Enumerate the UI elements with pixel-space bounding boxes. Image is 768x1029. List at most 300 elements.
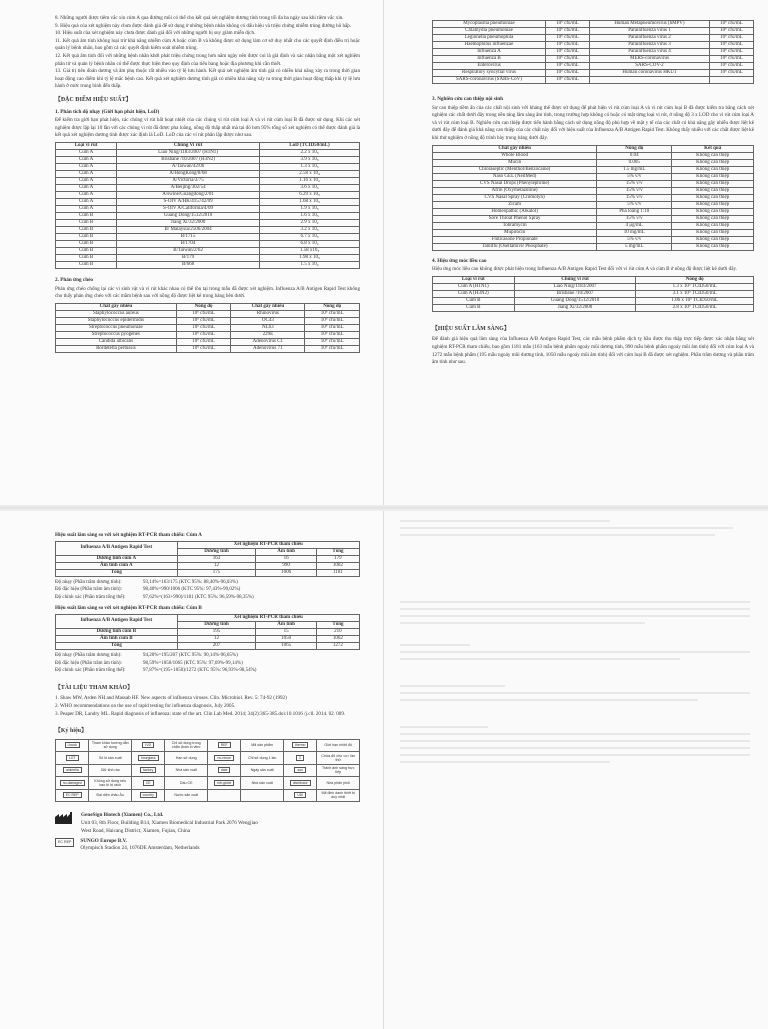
symbol-icon-cell — [283, 777, 316, 790]
table-row — [433, 56, 754, 63]
virus-type: Cúm B — [56, 254, 117, 261]
table-cell: Không can thiệp — [672, 166, 754, 173]
stat-value: 97,62%=(163+990)/1181 (KTC 95%: 96,59%-98,35%) — [143, 594, 254, 600]
bleed-through-background — [400, 515, 750, 1015]
table-cell: Tobramycin — [433, 222, 597, 229]
lod-text: Để kiểm tra giới hạn phát hiện, các chủng vi rút bất hoạt nhiệt của các chủng vi rút cúm loại A và vi rút cúm loại B đã được sử dụng. Khi các xét nghiệm được lặp lại 10 lần với các chủng vi rút đã được pha loãng, nồng độ thấp nhất mà tại đó hơn 95% tổng số xét nghiệm có thể được đánh giá là kết quả xét nghiệm dương tính được xác định là LoD. LoD của các vi rút phân lập được như sau. — [55, 117, 360, 139]
table-cell: 10⁶ cfu/mL — [176, 317, 231, 324]
eu-rep-address: Olympisch Stadion 24, 1076DE Amsterdam, Netherlands — [80, 845, 200, 852]
table-cell: 10 mg/mL — [597, 229, 672, 236]
reference-item: 1. Shaw MW, Arden NH and Massab HF. New aspects of influenza viruses. Clin. Microbiol. Rev. 5: 74-92 (1992) — [55, 695, 287, 702]
table-row — [56, 219, 360, 226]
table-header-row — [56, 541, 360, 548]
table-cell: Chloraseptic (Menthol/Benzocaine) — [433, 166, 597, 173]
symbol-icon-cell — [131, 777, 164, 790]
exponent: 3 — [317, 199, 320, 204]
table-cell: 5% v/v — [597, 173, 672, 180]
table-cell: 210 — [316, 628, 359, 635]
table-cell: 1002 — [316, 562, 359, 569]
--icon: Σ — [296, 755, 304, 761]
symbols-table — [55, 739, 360, 803]
limitation-note: 8. Những người được tiêm vắc xin cúm A qua đường mũi có thể cho kết quả xét nghiệm dương tính trong tối đa ba ngày sau khi tiêm vắc xin. — [55, 15, 344, 21]
reference-item: 3. Peaper DR, Landry ML. Rapid diagnosis of influenza: state of the art. Clin Lab Med. 2014; 34(2):365-385.doi:10.1016 /j.cll. 2014. 02. 009. — [55, 710, 346, 717]
exponent: 3 — [316, 234, 319, 239]
virus-type: Cúm B — [56, 212, 117, 219]
table-cell: CVS Nasal Drops (Phenylephrine) — [433, 180, 597, 187]
column-header: Chất gây nhiễu — [231, 303, 305, 310]
column-header: Chất gây nhiễu — [56, 303, 177, 310]
limitation-note: 12. Kết quả âm tính đối với những bệnh nhân khởi phát triệu chứng trong hơn năm ngày nên được coi là giả định và xác nhận bằng một xét nghiệm phân tử và quản lý bệnh nhân có thể được thực hiện theo quy định của tiểu bang hoặc địa phương khi cần thiết. — [55, 52, 360, 67]
table-row — [56, 555, 360, 562]
table-cell: 5% v/v — [597, 236, 672, 243]
symbols-heading: 【Ký hiệu】 — [55, 728, 87, 735]
symbol-label: Số lô sản xuất — [89, 752, 132, 765]
table-row — [433, 49, 754, 56]
stat-line — [55, 660, 360, 668]
cross-reactivity-text: Phản ứng chéo chống lại các vi sinh vật và vi rút khác nhau có thể tồn tại trong mẫu đã được xét nghiệm. Influenza A/B Antigen Rapid Test không cho thấy phản ứng chéo với các mầm bệnh sau với nồng độ được liệt kê trong bảng bên dưới. — [55, 285, 360, 300]
table-cell: OC43 — [231, 317, 305, 324]
table-row — [433, 77, 754, 84]
references-heading: 【TÀI LIỆU THAM KHẢO】 — [55, 684, 134, 691]
table-cell — [590, 77, 710, 84]
lod-table — [55, 142, 360, 269]
table-cell: 10⁶ cfu/mL — [545, 70, 589, 77]
column-header: Tổng — [316, 548, 359, 555]
table-cell: 10⁶ cfu/mL — [545, 49, 589, 56]
table-cell: Liao Ning/1183/2007 — [514, 283, 636, 290]
row-label: Dương tính cúm B — [56, 628, 178, 635]
virus-strain: B/Taiwan/2/62 — [117, 247, 260, 254]
symbol-icon-cell — [131, 752, 164, 765]
distributor-icon: distributor — [290, 780, 311, 786]
virus-strain: Brisbane /10/2007 (H3N2) — [117, 156, 260, 163]
table-cell: 15% v/v — [597, 180, 672, 187]
table-row — [56, 254, 360, 261]
table-cell: 0.04 — [597, 152, 672, 159]
column-group-header: Xét nghiệm RT-PCR tham chiếu — [177, 541, 359, 548]
lot-icon: LOT — [66, 755, 79, 761]
table-cell: Không can thiệp — [672, 173, 754, 180]
virus-strain: B/1704 — [117, 240, 260, 247]
table-row — [56, 177, 360, 184]
table-cell: 12 — [177, 635, 256, 642]
table-cell: Cúm B — [433, 297, 515, 304]
table-cell: 10⁶ cfu/mL — [709, 35, 753, 42]
table-row — [56, 261, 360, 268]
stat-line — [55, 586, 360, 594]
virus-strain: A/Beijing/302/54 — [117, 184, 260, 191]
table-cell: Staphylococcus epidermidis — [56, 317, 177, 324]
table-cell: Không can thiệp — [672, 180, 754, 187]
stat-label: Độ đặc hiệu (Phần trăm âm tính): — [55, 660, 122, 666]
ivd-icon: IVD — [142, 742, 154, 748]
symbol-icon-cell — [207, 752, 240, 765]
symbol-label: Nước sản xuất — [165, 789, 208, 802]
lod-value: 6.8 x $10^2$ — [259, 240, 359, 247]
table-cell: Streptococcus pneumoniae — [56, 324, 177, 331]
symbol-icon-cell — [131, 789, 164, 802]
i-book-icon: i-book — [65, 742, 80, 748]
table-row — [433, 70, 754, 77]
cross-reactivity-table-continued — [432, 20, 754, 84]
table-row — [433, 28, 754, 35]
symbol-label: Chỉ sử dụng trong chẩn đoán in vitro — [165, 739, 208, 752]
stat-value: 98,40%=990/1006 (KTC 95%: 97,43%-99,02%) — [143, 587, 241, 593]
table-cell: 1.3 x 10⁵ TCID50/mL — [636, 283, 754, 290]
symbol-label: Tránh ánh sáng trực tiếp — [317, 764, 360, 777]
table-cell: 10⁶ cfu/mL — [545, 63, 589, 70]
table-cell: 10⁶ cfu/mL — [176, 331, 231, 338]
table-cell: Naso GEL (NeilMed) — [433, 173, 597, 180]
table-cell: 1.06 x 10⁵ TCID50/mL — [636, 297, 754, 304]
references-list — [55, 695, 360, 718]
table-row — [433, 180, 754, 187]
table-cell: 10⁶ cfu/mL — [709, 28, 753, 35]
lod-value: 6.29 x $10^3$ — [259, 191, 359, 198]
symbol-icon-cell — [56, 764, 89, 777]
table-cell: Không can thiệp — [672, 201, 754, 208]
table-cell: Legionella pneumophila — [433, 35, 546, 42]
stat-label: Độ đặc hiệu (Phần trăm âm tính): — [55, 587, 122, 593]
symbol-row — [56, 789, 360, 802]
clinical-performance-heading: 【HIỆU SUẤT LÂM SÀNG】 — [432, 325, 510, 332]
symbol-row — [56, 777, 360, 790]
table-row — [56, 338, 360, 345]
table-row — [433, 152, 754, 159]
virus-strain: B/179 — [117, 254, 260, 261]
symbol-label: Tham khảo hướng dẫn sử dụng — [89, 739, 132, 752]
table-cell: Fluticasone Propionate — [433, 236, 597, 243]
exponent: 3 — [316, 213, 319, 218]
table-cell: 179 — [316, 555, 359, 562]
virus-type: Cúm B — [56, 261, 117, 268]
table-row — [56, 628, 360, 635]
symbol-label: Chỉ sử dụng 1 lần — [241, 752, 284, 765]
table-cell: Cúm A (H3N2) — [433, 290, 515, 297]
symbol-label: Nhà sản xuất — [241, 777, 284, 790]
column-header: Tổng — [316, 621, 359, 628]
column-header: Nồng độ — [597, 145, 672, 152]
table-cell: Tamiflu (Oseltamivir Phosphate) — [433, 243, 597, 250]
table-cell: Không can thiệp — [672, 208, 754, 215]
table-cell: 12 — [177, 562, 256, 569]
table-row — [56, 317, 360, 324]
table-cell: 0.005 — [597, 159, 672, 166]
symbol-label: Giữ khô ráo — [89, 764, 132, 777]
table-cell: Parainfluenza virus 2 — [590, 35, 710, 42]
stat-label: Độ nhạy (Phần trăm dương tính): — [55, 652, 122, 658]
table-cell: Cúm A (H1N1) — [433, 283, 515, 290]
no-reuse-icon: no-reuse — [214, 755, 233, 761]
table-cell: 1050 — [256, 635, 316, 642]
table-cell: Adenovirus C1 — [231, 338, 305, 345]
symbol-label: Nhà sản xuất — [165, 764, 208, 777]
table-cell — [709, 77, 753, 84]
column-header: Chất gây nhiễu — [433, 145, 597, 152]
exponent: 2 — [316, 220, 319, 225]
table-row — [56, 310, 360, 317]
limitation-note: 10. Hiệu suất của xét nghiệm này chưa được đánh giá đối với những người bị suy giảm miễn dịch. — [55, 30, 256, 37]
table-cell: Rhinovirus — [231, 310, 305, 317]
clinical-b-table — [55, 614, 360, 650]
exponent: 3 — [316, 206, 319, 211]
virus-strain: Guang Dong/1512/2010 — [117, 212, 260, 219]
column-header: Âm tính — [256, 548, 316, 555]
table-row — [433, 229, 754, 236]
table-cell: 2.8 x 10⁵ TCID50/mL — [636, 304, 754, 311]
virus-type: Cúm A — [56, 163, 117, 170]
sun-icon: sun — [294, 767, 305, 773]
lod-value: 1.3 x $10^3$ — [259, 163, 359, 170]
table-cell: 5% v/v — [597, 201, 672, 208]
stat-value: 98,59%=1050/1065 (KTC 95%: 97,69%-99,14%) — [143, 660, 243, 666]
table-row — [56, 331, 360, 338]
table-row — [56, 156, 360, 163]
table-row — [56, 324, 360, 331]
table-cell: Pha loãng 1:10 — [597, 208, 672, 215]
table-row — [433, 63, 754, 70]
table-cell: Parainfluenza virus 3 — [590, 42, 710, 49]
lod-value: 2.2 x $10^3$ — [259, 149, 359, 156]
table-cell: SARS-COV-2 — [590, 63, 710, 70]
virus-type: Cúm A — [56, 205, 117, 212]
country-icon: country — [140, 792, 157, 798]
table-cell: CVS Nasal Spray (Cromolyn) — [433, 194, 597, 201]
cross-reactivity-table — [55, 303, 360, 353]
symbol-icon-cell — [283, 739, 316, 752]
row-label: Tổng — [56, 569, 178, 576]
table-cell: Guang Dong/1512/2010 — [514, 297, 636, 304]
virus-type: Cúm A — [56, 184, 117, 191]
virus-type: Cúm B — [56, 219, 117, 226]
symbol-label: Mã sản phẩm — [241, 739, 284, 752]
section-heading-performance: 【ĐẶC ĐIỂM HIỆU SUẤT】 — [55, 96, 132, 103]
table-cell: 990 — [256, 562, 316, 569]
paper-fold — [0, 505, 768, 511]
lod-value: 1.16 x $10^2$ — [259, 177, 359, 184]
symbol-icon-cell — [207, 777, 240, 790]
exponent: 4 — [316, 262, 319, 267]
symbol-label: Nhà phân phối — [317, 777, 360, 790]
eu-rep-name: SUNGO Europe B.V. — [80, 837, 127, 844]
table-cell: Cúm B — [433, 304, 515, 311]
factory-icon: factory — [140, 767, 156, 773]
table-cell: 10⁶ cfu/mL — [709, 63, 753, 70]
virus-strain: B/1715 — [117, 233, 260, 240]
symbol-label: Đại diện châu Âu — [89, 789, 132, 802]
table-cell: Mupirocin — [433, 229, 597, 236]
table-cell: Streptococcus pyogenes — [56, 331, 177, 338]
column-header: Âm tính — [256, 621, 316, 628]
table-cell: Không can thiệp — [672, 194, 754, 201]
table-cell: Enterovirus — [433, 63, 546, 70]
table-cell: Respiratory syncytial virus — [433, 70, 546, 77]
symbol-icon-cell — [131, 739, 164, 752]
table-cell: 10⁶ cfu/mL — [709, 49, 753, 56]
table-row — [56, 642, 360, 649]
virus-strain: S-OIV A/California/4/09 — [117, 205, 260, 212]
symbol-icon-cell — [56, 777, 89, 790]
table-cell: 1272 — [316, 642, 359, 649]
limitation-note: 11. Kết quả âm tính không loại trừ khả năng nhiễm cúm A hoặc cúm B và không được sử dụng làm cơ sở duy nhất cho các quyết định điều trị hoặc quản lý bệnh nhân, bao gồm cả các quyết định kiểm soát nhiễm trùng. — [55, 37, 360, 52]
table-cell: Không can thiệp — [672, 222, 754, 229]
table-cell: Influenza B — [433, 56, 546, 63]
table-cell: MERS-coronavirus — [590, 56, 710, 63]
virus-type: Cúm B — [56, 247, 117, 254]
symbol-label: Dấu CE — [165, 777, 208, 790]
table-row — [56, 163, 360, 170]
exponent: 3 — [316, 185, 319, 190]
table-row — [433, 215, 754, 222]
virus-type: Cúm A — [56, 198, 117, 205]
symbol-icon-cell — [207, 789, 240, 802]
table-row — [56, 240, 360, 247]
symbol-label: Mã định danh thiết bị duy nhất — [317, 789, 360, 802]
date-icon: date — [218, 767, 231, 773]
hook-effect-table — [432, 276, 754, 312]
table-cell: 15 — [256, 628, 316, 635]
table-cell: 10⁶ cfu/mL — [305, 310, 360, 317]
table-cell: 10⁶ cfu/mL — [305, 317, 360, 324]
clinical-b-stats — [55, 652, 360, 675]
table-row — [56, 635, 360, 642]
table-cell: Influenza A — [433, 49, 546, 56]
table-cell: Không can thiệp — [672, 229, 754, 236]
table-row — [433, 290, 754, 297]
stat-value: 93,14%=163/175 (KTC 95%: 88,40%-96,03%) — [143, 579, 238, 585]
table-row — [433, 159, 754, 166]
column-header: Nồng độ — [305, 303, 360, 310]
virus-type: Cúm A — [56, 156, 117, 163]
column-header: Nồng độ — [636, 276, 754, 283]
virus-type: Cúm A — [56, 177, 117, 184]
table-cell: Parainfluenza virus 4 — [590, 49, 710, 56]
symbol-icon-cell — [56, 789, 89, 802]
symbol-label: Không sử dụng nếu bao bì bị rách — [89, 777, 132, 790]
table-cell: 10⁶ cfu/mL — [709, 21, 753, 28]
table-cell: 1065 — [256, 642, 316, 649]
table-header-row — [56, 303, 360, 310]
manufacturer-address-1: Unit 03, 8th Floor, Building B14, Xiamen Biomedical Industrial Park 2076 Wengjiao — [81, 820, 258, 827]
table-cell: NL63 — [231, 324, 305, 331]
table-cell: Không can thiệp — [672, 243, 754, 250]
table-header-row — [433, 276, 754, 283]
table-header-row — [433, 145, 754, 152]
table-cell: Sore Throat Phenol Spray — [433, 215, 597, 222]
table-cell: Haemophilus influenzae — [433, 42, 546, 49]
stat-label: Độ chính xác (Phần trăm tổng thể): — [55, 668, 126, 674]
stat-label: Độ nhạy (Phần trăm dương tính): — [55, 579, 122, 585]
table-cell: Không can thiệp — [672, 159, 754, 166]
table-cell: 10⁶ cfu/mL — [176, 324, 231, 331]
exponent: 2 — [316, 241, 319, 246]
table-cell: Zicam — [433, 201, 597, 208]
table-cell: 1.5 mg/mL — [597, 166, 672, 173]
row-header: Influenza A/B Antigen Rapid Test — [56, 614, 178, 628]
table-cell: Không can thiệp — [672, 187, 754, 194]
virus-strain: A/HongKong/8/68 — [117, 170, 260, 177]
table-cell: 10⁶ cfu/mL — [709, 56, 753, 63]
stat-line — [55, 594, 360, 602]
virus-strain: Liao Ning/1183/2007 (H1N1) — [117, 149, 260, 156]
table-cell: Whole Blood — [433, 152, 597, 159]
table-cell: 195 — [177, 628, 256, 635]
table-cell: 163 — [177, 555, 256, 562]
table-row — [433, 304, 754, 311]
exponent: 3 — [317, 255, 320, 260]
table-cell: 10⁶ cfu/mL — [305, 338, 360, 345]
lod-value: 1.68 x $10^3$ — [259, 198, 359, 205]
hourglass-icon: hourglass — [138, 755, 159, 761]
hook-effect-text: Hiệu ứng móc liều cao không được phát hiện trong Influenza A/B Antigen Rapid Test đối với vi rút cúm A và cúm B ở nồng độ được liệt kê dưới đây. — [432, 266, 737, 273]
table-cell: 207 — [177, 642, 256, 649]
table-cell: 10⁶ cfu/mL — [545, 28, 589, 35]
ec-rep-icon: EC REP — [63, 792, 82, 798]
table-row — [56, 212, 360, 219]
table-row — [433, 173, 754, 180]
table-cell: 175 — [177, 569, 256, 576]
virus-strain: A/Taiwan/42/06 — [117, 163, 260, 170]
table-cell: 10⁶ cfu/mL — [176, 338, 231, 345]
lod-value: 1.5 x $10^4$ — [259, 261, 359, 268]
column-header: Loại vi rút — [433, 276, 515, 283]
virus-strain: B/ Malaysia/2506/2004 — [117, 226, 260, 233]
no-damaged-icon: no-damaged — [60, 780, 85, 786]
table-row — [56, 247, 360, 254]
exponent: 3 — [317, 192, 320, 197]
table-row — [56, 569, 360, 576]
symbol-row — [56, 752, 360, 765]
clinical-a-title: Hiệu suất lâm sàng so với xét nghiệm RT-PCR tham chiếu: Cúm A — [55, 532, 202, 538]
symbol-row — [56, 764, 360, 777]
table-cell: 15% v/v — [597, 215, 672, 222]
row-label: Dương tính cúm A — [56, 555, 178, 562]
table-cell: 1181 — [316, 569, 359, 576]
hook-effect-title: 4. Hiệu ứng móc liều cao — [432, 257, 487, 264]
symbol-label: Hạn sử dụng — [165, 752, 208, 765]
table-cell: Candida albicans — [56, 338, 177, 345]
column-header: Loại vi rút — [56, 142, 117, 149]
virus-strain: B/668 — [117, 261, 260, 268]
table-cell: Mycoplasma pneumoniae — [433, 21, 546, 28]
cross-reactivity-title: 2. Phản ứng chéo — [55, 276, 93, 283]
lod-value: 1.98 x $10^3$ — [259, 254, 359, 261]
row-label: Tổng — [56, 642, 178, 649]
manufacturer-factory-icon — [55, 812, 75, 824]
exponent: 4 — [317, 171, 320, 176]
left-lower-column — [55, 528, 360, 853]
symbol-icon-cell — [131, 764, 164, 777]
clinical-performance-text: Để đánh giá hiệu quả lâm sàng của Influenza A/B Antigen Rapid Test, các mẫu bệnh phẩm dịch tỵ hầu được thu thập trực tiếp được xác nhận bằng xét nghiệm RT-PCR tham chiếu, bao gồm 1181 mẫu (163 mẫu bệnh phẩm ngoáy mũi dương tính, 990 mẫu bệnh phẩm ngoáy mũi âm tính) đối với cúm loại A và 1272 mẫu bệnh phẩm (195 mẫu ngoáy mũi dương tính, 1050 mẫu ngoáy mũi âm tính) đối với cúm loại B đã được xét nghiệm. Phần trăm dương và phần trăm âm tính như sau. — [432, 336, 754, 366]
lod-value: 2.9 x $10^2$ — [259, 219, 359, 226]
table-cell: 10⁶ cfu/mL — [305, 331, 360, 338]
table-cell: 1062 — [316, 635, 359, 642]
table-cell: 15% v/v — [597, 187, 672, 194]
umbrella-icon: umbrella — [63, 767, 82, 773]
row-label: Âm tính cúm A — [56, 562, 178, 569]
column-group-header: Xét nghiệm RT-PCR tham chiếu — [177, 614, 359, 621]
virus-type: Cúm B — [56, 233, 117, 240]
right-column — [432, 20, 754, 367]
virus-type: Cúm B — [56, 240, 117, 247]
manufacturer-name: GeneSign Biotech (Xiamen) Co., Ltd. — [81, 812, 164, 819]
symbol-icon-cell — [56, 752, 89, 765]
exponent: 3 — [317, 248, 320, 253]
table-cell: Human Metapneumovirus (hMPV) — [590, 21, 710, 28]
table-cell: 10⁶ cfu/mL — [709, 70, 753, 77]
symbol-label: Giới hạn nhiệt độ — [317, 739, 360, 752]
eu-rep-block — [55, 838, 360, 854]
